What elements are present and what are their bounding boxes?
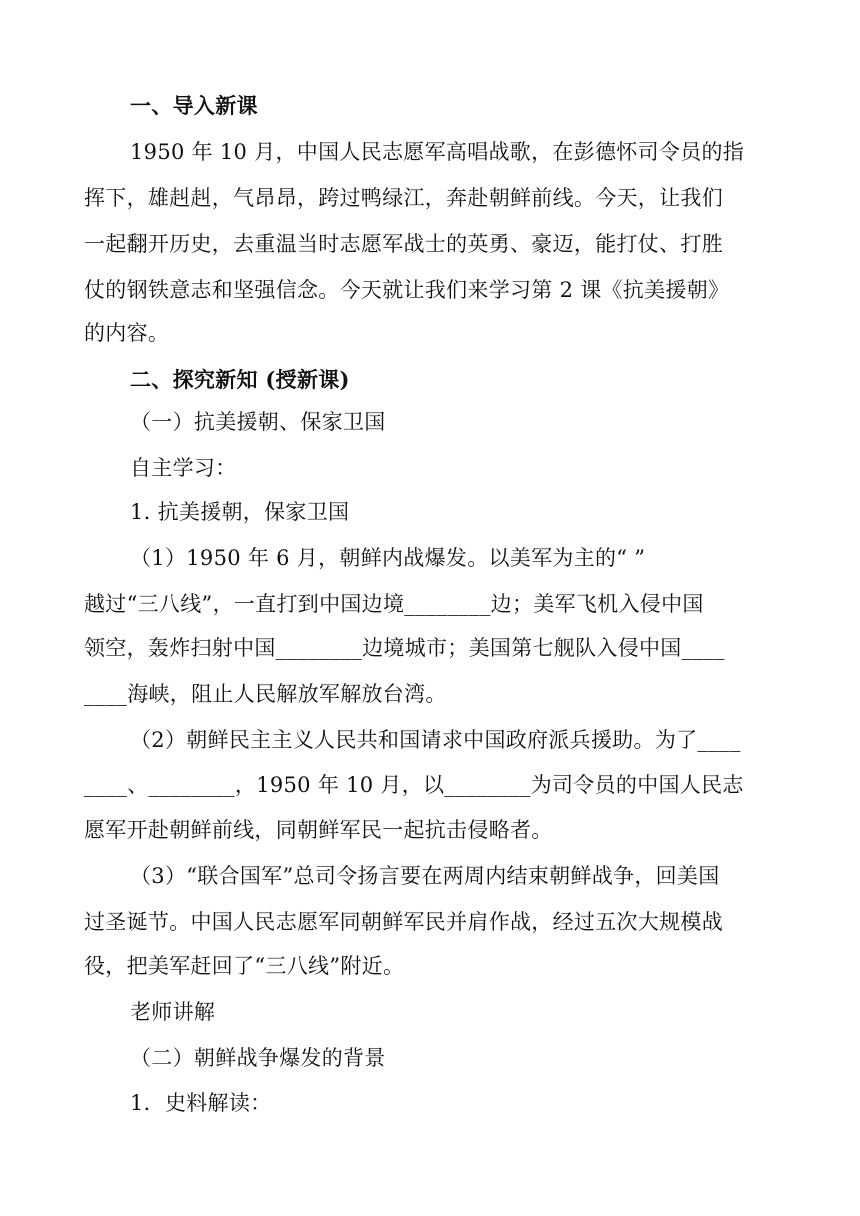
question-line: ____、________，1950 年 10 月，以________为司令员的中国人民志: [84, 773, 744, 797]
heading-explore: 二、探究新知 (授新课): [130, 367, 350, 392]
question-line: 役，把美军赶回了“三八线”附近。: [84, 954, 405, 978]
question-line: 越过“三八线”，一直打到中国边境________边；美军飞机入侵中国: [84, 592, 704, 616]
paragraph-line: 挥下，雄赳赳，气昂昂，跨过鸭绿江，奔赴朝鲜前线。今天，让我们: [84, 186, 723, 210]
subheading: 1. 抗美援朝，保家卫国: [130, 500, 350, 524]
question-line: （3）“联合国军”总司令扬言要在两周内结束朝鲜战争，回美国: [130, 864, 720, 888]
question-line: 领空，轰炸扫射中国________边境城市；美国第七舰队入侵中国____: [84, 636, 725, 660]
question-line: 过圣诞节。中国人民志愿军同朝鲜军民并肩作战，经过五次大规模战: [84, 910, 723, 934]
question-line: 愿军开赴朝鲜前线，同朝鲜军民一起抗击侵略者。: [84, 818, 553, 842]
paragraph-line: 仗的钢铁意志和坚强信念。今天就让我们来学习第 2 课《抗美援朝》: [84, 278, 730, 302]
question-line: （1）1950 年 6 月，朝鲜内战爆发。以美军为主的“ ”: [130, 546, 646, 570]
question-line: ____海峡，阻止人民解放军解放台湾。: [84, 682, 447, 706]
subheading: 老师讲解: [130, 1000, 216, 1024]
subheading: 自主学习：: [130, 456, 237, 480]
paragraph-line: 的内容。: [84, 321, 170, 345]
heading-intro: 一、导入新课: [130, 93, 258, 118]
subheading: （一）抗美援朝、保家卫国: [130, 410, 386, 434]
paragraph-line: 1950 年 10 月，中国人民志愿军高唱战歌，在彭德怀司令员的指: [130, 140, 745, 164]
subheading: （二）朝鲜战争爆发的背景: [130, 1046, 386, 1070]
subheading: 1．史料解读：: [130, 1091, 272, 1115]
paragraph-line: 一起翻开历史，去重温当时志愿军战士的英勇、豪迈，能打仗、打胜: [84, 232, 723, 256]
question-line: （2）朝鲜民主主义人民共和国请求中国政府派兵援助。为了____: [130, 728, 741, 752]
